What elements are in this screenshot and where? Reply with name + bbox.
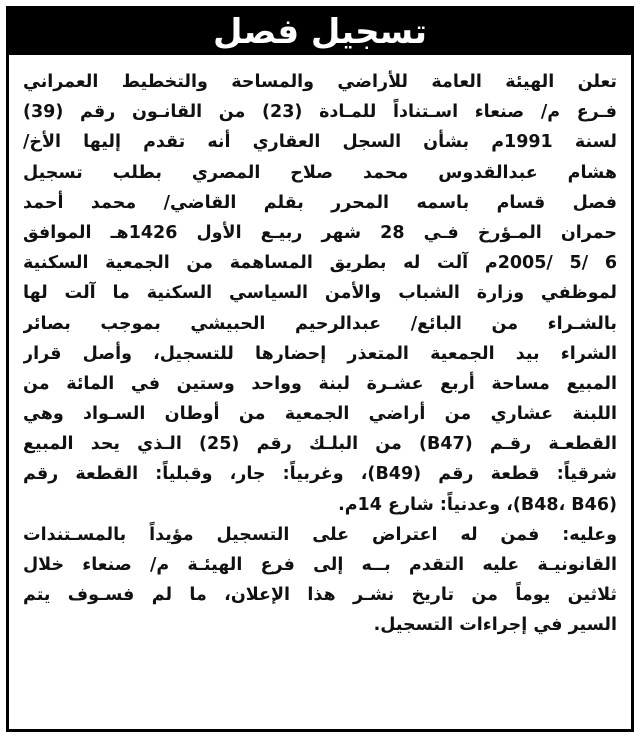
- notice-title: تسجيل فصل: [212, 12, 428, 52]
- notice-line-5: فصل قسام باسمه المحرر بقلم القاضي/ محمد أحمد: [23, 192, 617, 213]
- notice-line-16: وعليه: فمن له اعتراض على التسجيل مؤيداً بالمسـتندات: [23, 524, 617, 545]
- notice-line-17: القانونيـة عليه التقدم بــه إلى فرع الهيئـة م/ صنعاء خلال: [23, 555, 617, 575]
- notice-header: [9, 9, 631, 55]
- notice-line-19: السير في إجراءات التسجيل.: [373, 615, 617, 636]
- notice-line-13: القطعـة رقـم (B47) من البلـك رقم (25) الـذي يحد المبيع: [23, 434, 617, 455]
- notice-line-3: لسنة 1991م بشأن السجل العقاري أنه تقدم إليها الأخ/: [23, 132, 617, 153]
- notice-line-6: حمران المـؤرخ فـي 28 شهر ربيـع الأول 1426هـ الموافق: [23, 222, 617, 243]
- notice-line-7: 6 /5 /2005م آلت له بطريق المساهمة من الجمعية السكنية: [23, 253, 617, 274]
- notice-line-4: هشام عبدالقدوس محمد صلاح المصري بطلب تسجيل: [23, 162, 617, 183]
- notice-body: [23, 67, 617, 641]
- notice-line-12: اللبنة عشاري من أراضي الجمعية من أوطان السـواد وهي: [23, 404, 617, 425]
- legal-notice: [6, 6, 634, 732]
- notice-line-18: ثلاثين يوماً من تاريخ نشـر هذا الإعلان، ما لم فسـوف يتم: [23, 585, 617, 606]
- notice-line-14: شرقياً: قطعة رقم (B49)، وغربياً: جار، وقبلياً: القطعة رقم: [23, 464, 617, 485]
- notice-line-1: تعلن الهيئة العامة للأراضي والمساحة والتخطيط العمراني: [23, 72, 617, 92]
- notice-line-11: المبيع مساحة أربع عشـرة لبنة وواحد وستين في المائة من: [23, 373, 617, 394]
- notice-line-9: بالشـراء من البائع/ عبدالرحيم الحبيشي بموجب بصائر: [23, 313, 617, 334]
- notice-line-15: (B48، B46)، وعدنياً: شارع 14م.: [338, 494, 617, 515]
- notice-line-2: فـرع م/ صنعاء اسـتناداً للمـادة (23) من القانـون رقم (39): [23, 102, 617, 123]
- notice-line-10: الشراء بيد الجمعية المتعذر إحضارها للتسجيل، وأصل قرار: [23, 343, 617, 364]
- notice-line-8: لموظفي وزارة الشباب والأمن السياسي السكنية ما آلت لها: [23, 283, 617, 304]
